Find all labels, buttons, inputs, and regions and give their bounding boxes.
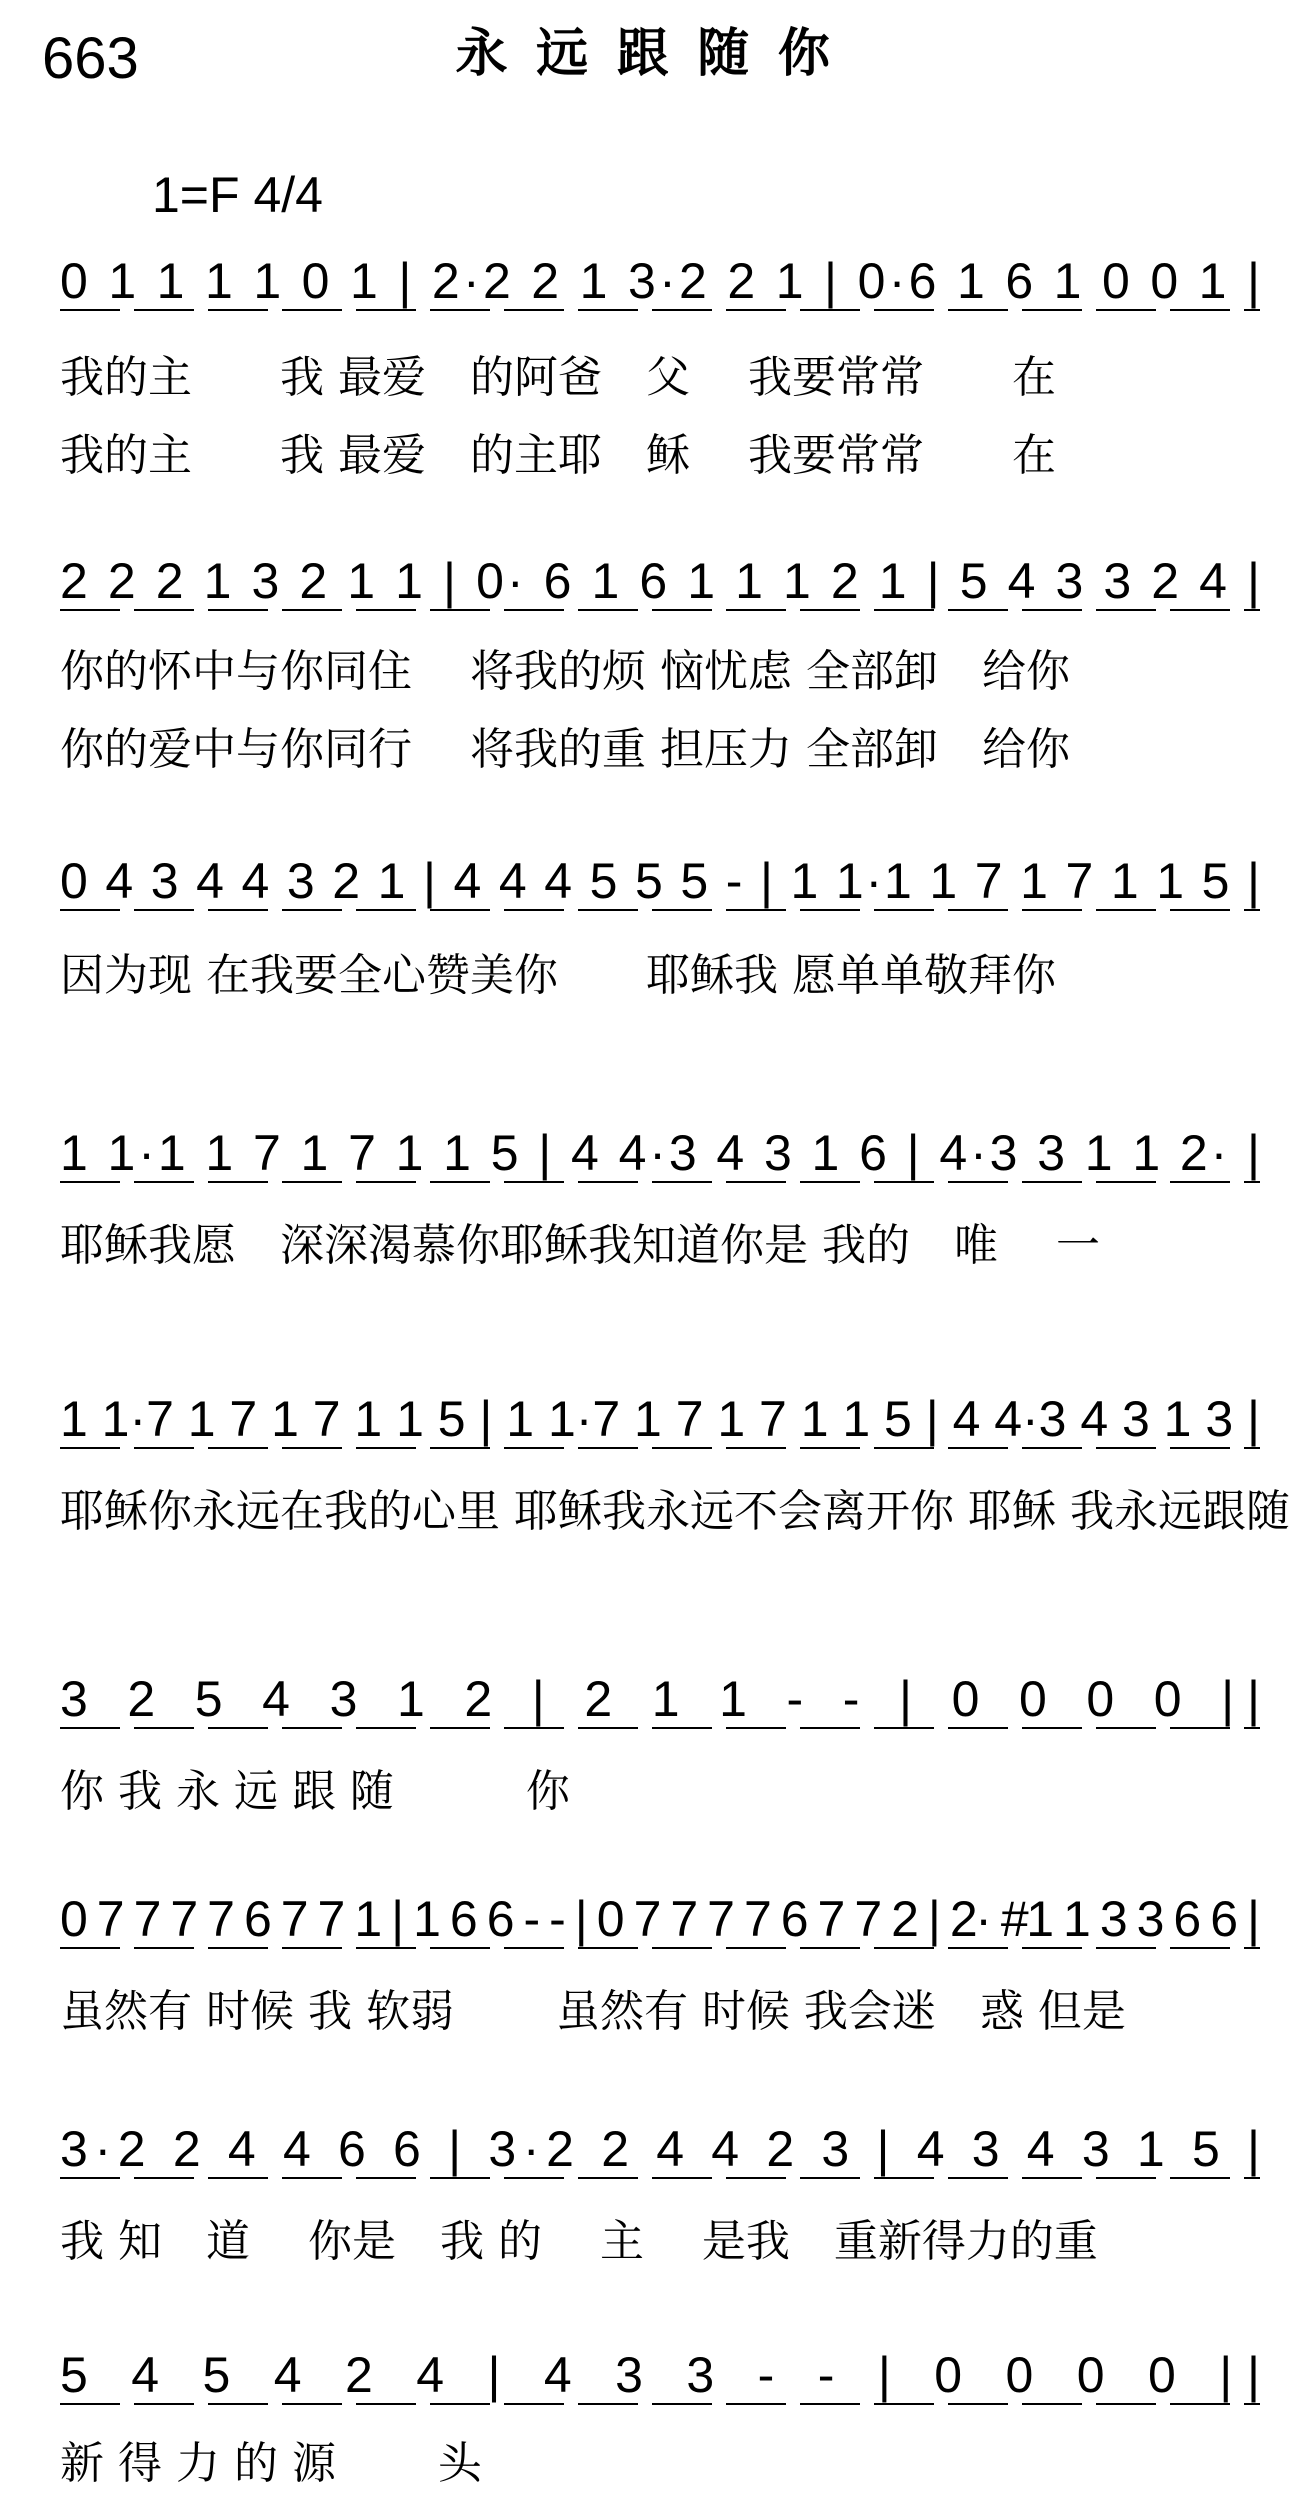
music-system — [60, 1391, 1290, 1537]
music-system — [60, 253, 1260, 481]
music-system — [60, 2347, 1260, 2489]
note-line: 3 2 5 4 3 1 2 | 2 1 1 - - | 0 0 0 0 || — [60, 1671, 1260, 1727]
lyric-line: 耶稣你永远在我的心里 耶稣我永远不会离开你 耶稣 我永远跟随 — [60, 1486, 1290, 1537]
note-line: 3·2 2 4 4 6 6 | 3·2 2 4 4 2 3 | 4 3 4 3 1 5 | — [60, 2121, 1261, 2177]
music-system — [60, 2121, 1260, 2267]
lyric-line: 新 得 力 的 源 头 — [60, 2438, 482, 2489]
music-system — [60, 1125, 1260, 1271]
music-system — [60, 853, 1260, 1001]
lyric-line: 我的主 我 最爱 的主耶 稣 我要常常 在 — [60, 430, 1056, 481]
music-system — [60, 1671, 1260, 1817]
key-signature: 1=F 4/4 — [152, 167, 323, 223]
note-line: 0 4 3 4 4 3 2 1 | 4 4 4 5 5 5 - | 1 1·1 1 7 1 7 1 1 5 | — [60, 853, 1260, 909]
hymn-number: 663 — [42, 26, 139, 91]
lyric-line: 虽然有 时候 我 软弱 虽然有 时候 我会迷 惑 但是 — [60, 1986, 1126, 2037]
note-line: 0 7 7 7 7 6 7 7 1 | 1 6 6 - - | 0 7 7 7 7 6 7 7 2 | 2· #1 1 3 3 6 6 | — [60, 1891, 1260, 1947]
lyric-line: 你的怀中与你同住 将我的烦 恼忧虑 全部卸 给你 — [60, 646, 1070, 697]
note-line: 1 1·1 1 7 1 7 1 1 5 | 4 4·3 4 3 1 6 | 4·3 3 1 1 2· | — [60, 1125, 1260, 1181]
music-system — [60, 1891, 1260, 2037]
lyric-line: 你的爱中与你同行 将我的重 担压力 全部卸 给你 — [60, 724, 1070, 775]
lyric-line: 我的主 我 最爱 的阿爸 父 我要常常 在 — [60, 352, 1056, 403]
note-line: 0 1 1 1 1 0 1 | 2·2 2 1 3·2 2 1 | 0·6 1 6 1 0 0 1 | — [60, 253, 1260, 309]
lyric-line: 我 知 道 你是 我 的 主 是我 重新得力的重 — [60, 2216, 1098, 2267]
note-line: 1 1·7 1 7 1 7 1 1 5 | 1 1·7 1 7 1 7 1 1 5 | 4 4·3 4 3 1 3 | — [60, 1391, 1260, 1447]
note-line: 5 4 5 4 2 4 | 4 3 3 - - | 0 0 0 0 || — [60, 2347, 1260, 2403]
lyric-line: 因为现 在我要全心赞美你 耶稣我 愿单单敬拜你 — [60, 950, 1056, 1001]
note-line: 2 2 2 1 3 2 1 1 | 0· 6 1 6 1 1 1 2 1 | 5 4 3 3 2 4 | — [60, 553, 1260, 609]
lyric-line: 你 我 永 远 跟 随 你 — [60, 1766, 570, 1817]
music-system — [60, 553, 1260, 775]
song-title: 永远跟随你 — [455, 23, 859, 84]
lyric-line: 耶稣我愿 深深渴慕你耶稣我知道你是 我的 唯 一 — [60, 1220, 1100, 1271]
